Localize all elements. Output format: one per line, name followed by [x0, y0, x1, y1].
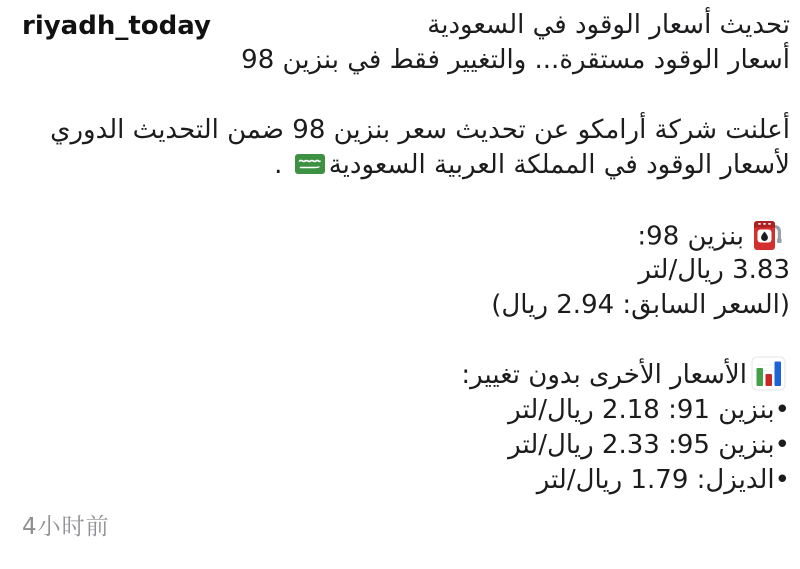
- caption-line-benzin98-header: [22, 218, 790, 253]
- caption-line-announcement-2: [22, 148, 790, 183]
- caption-text: الأسعار الأخرى بدون تغيير:: [461, 360, 747, 390]
- caption-line-benzin95: •بنزين 95: 2.33 ريال/لتر: [508, 430, 790, 460]
- caption-text: بنزين 98:: [637, 221, 744, 252]
- bar-chart-icon: [751, 356, 786, 391]
- saudi-flag-icon: [295, 153, 325, 175]
- caption-line-title: تحديث أسعار الوقود في السعودية: [427, 10, 790, 40]
- caption-line-announcement-1: أعلنت شركة أرامكو عن تحديث سعر بنزين 98 ضمن التحديث الدوري: [50, 115, 790, 145]
- caption-blank-line: [22, 78, 790, 113]
- caption-line-benzin91: •بنزين 91: 2.18 ريال/لتر: [508, 395, 790, 425]
- caption-line-other-prices-header: [22, 358, 790, 393]
- caption-text: لأسعار الوقود في المملكة العربية السعودية: [328, 150, 790, 180]
- fuel-pump-icon: [748, 216, 786, 254]
- post-timestamp: 4小时前: [22, 514, 110, 540]
- caption-blank-line: [22, 183, 790, 218]
- caption-line-subtitle: أسعار الوقود مستقرة... والتغيير فقط في بنزين 98: [241, 45, 790, 75]
- username-link[interactable]: riyadh_today: [22, 10, 211, 41]
- caption-blank-line: [22, 323, 790, 358]
- caption-text: .: [274, 150, 291, 180]
- caption-line-diesel: •الديزل: 1.79 ريال/لتر: [536, 465, 790, 495]
- post-header-row: [22, 8, 790, 43]
- caption-line-previous-price: (السعر السابق: 2.94 ريال): [491, 290, 790, 320]
- caption-line-benzin98-price: 3.83 ريال/لتر: [638, 255, 790, 285]
